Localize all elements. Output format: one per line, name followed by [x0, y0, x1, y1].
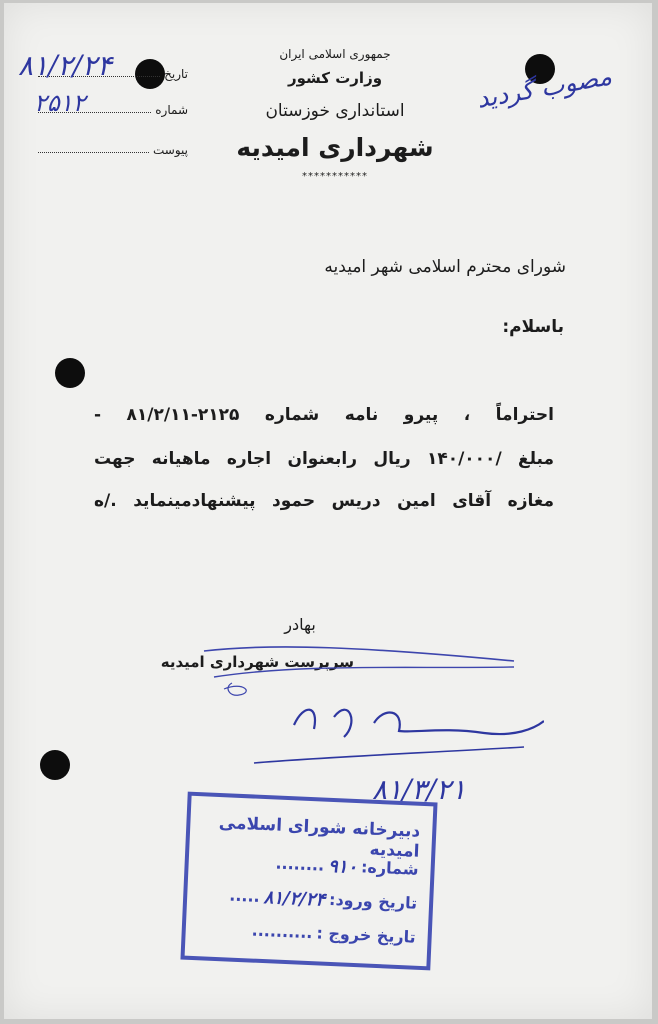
stamp-exit-label: تاریخ خروج :: [316, 923, 417, 947]
header-province: استانداری خوزستان: [265, 101, 405, 121]
signer-title: سرپرست شهرداری امیدیه: [160, 653, 354, 671]
stamp-entry-label: تاریخ ورود:: [328, 889, 418, 913]
signature-scribble: [160, 633, 544, 773]
stamp-number-dots: ........: [275, 853, 325, 875]
handwritten-corner-note: مصوب گردید: [474, 61, 614, 114]
body-line-3: مغازه آقای امین دریس حمود پیشنهادمینماید ./ه: [94, 491, 554, 511]
meta-number-label: شماره: [155, 103, 188, 117]
stamp-number-label: شماره:: [360, 857, 420, 879]
letter-page: [4, 3, 652, 1019]
meta-attachment-row: [38, 143, 188, 157]
handwritten-date: ۸۱/۲/۲۴: [18, 49, 113, 82]
stamp-exit-dots: ..........: [251, 920, 313, 943]
punch-hole-bottom: [40, 750, 70, 780]
header-republic: جمهوری اسلامی ایران: [279, 47, 391, 61]
body-line-2: مبلغ /۱۴۰/۰۰۰ ریال رابعنوان اجاره ماهیانه جهت: [94, 449, 554, 469]
body-line-1: احتراماً ، پیرو نامه شماره ۲۱۲۵-۸۱/۲/۱۱ -: [94, 405, 554, 425]
punch-hole-middle: [55, 358, 85, 388]
stamp-entry-dots: .....: [228, 885, 261, 906]
header-ministry: وزارت کشور: [287, 69, 383, 87]
stamp-exit-row: [251, 921, 416, 947]
secretariat-stamp: [180, 792, 437, 971]
header-municipality: شهرداری امیدیه: [236, 133, 434, 162]
stamp-title: دبیرخانه شورای اسلامی امیدیه: [218, 813, 421, 862]
addressee: شورای محترم اسلامی شهر امیدیه: [324, 257, 566, 277]
signature-date: ۸۱/۳/۲۱: [372, 773, 467, 806]
regards-name: بهادر: [284, 615, 316, 634]
greeting: باسلام:: [502, 317, 564, 337]
meta-attachment-dots: [38, 152, 149, 153]
meta-date-label: تاریخ: [164, 67, 188, 81]
stamp-entry-value: ۸۱/۲/۲۴: [263, 887, 326, 911]
stamp-number-value: ۹۱۰: [327, 855, 358, 879]
meta-attachment-label: پیوست: [153, 143, 188, 157]
stamp-entry-row: [229, 886, 418, 915]
handwritten-number: ۲۵۱۲: [34, 89, 86, 117]
header-ornament: ***********: [302, 171, 368, 182]
